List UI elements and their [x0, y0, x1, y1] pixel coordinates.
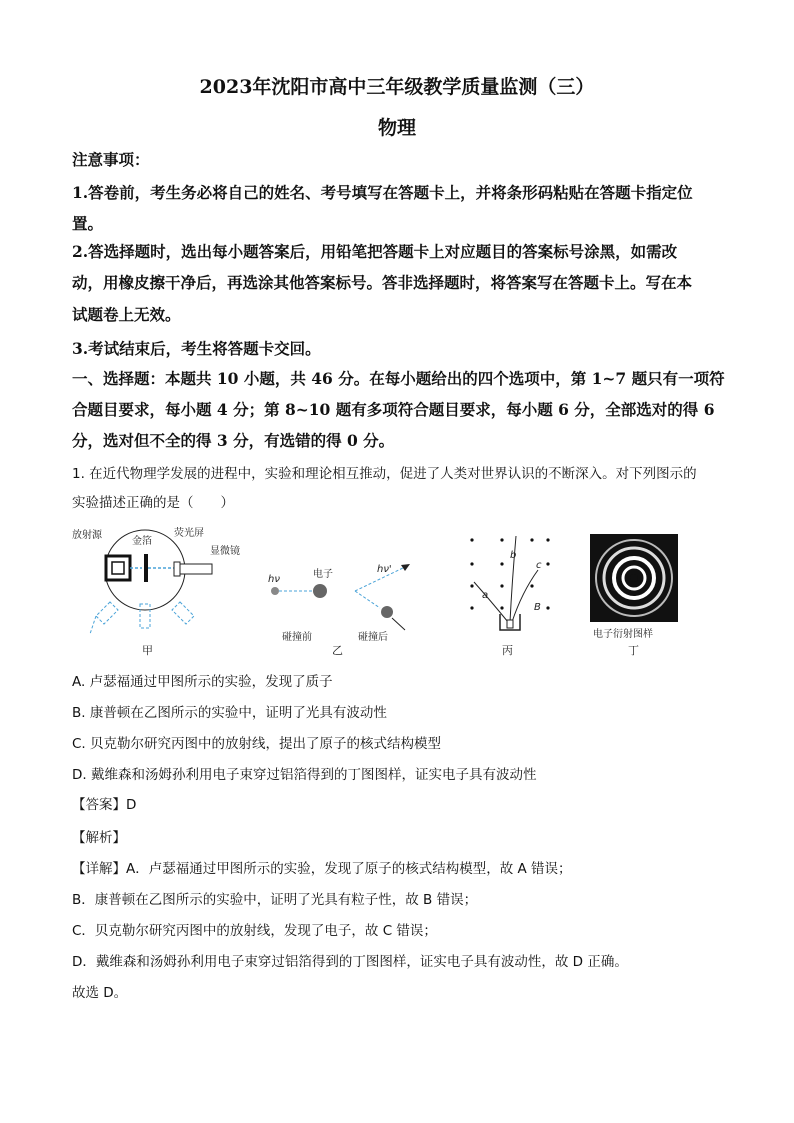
- notice-line: 2.答选择题时，选出每小题答案后，用铅笔把答题卡上对应题目的答案标号涂黑，如需改: [72, 242, 678, 261]
- analysis-line: D．戴维森和汤姆孙利用电子束穿过铝箔得到的丁图图样，证实电子具有波动性，故 D 正确。: [72, 954, 628, 970]
- caption-jia: 甲: [142, 644, 153, 657]
- subject-title: 物理: [377, 117, 416, 139]
- section-instructions: 分，选对但不全的得 3 分，有选错的得 0 分。: [72, 431, 395, 450]
- question-stem: 1. 在近代物理学发展的进程中，实验和理论相互推动，促进了人类对世界认识的不断深入。对下列图示的: [72, 466, 697, 482]
- caption-yi: 乙: [332, 644, 343, 657]
- analysis-heading: 【解析】: [72, 830, 126, 846]
- label-microscope: 显微镜: [210, 546, 240, 557]
- exam-title: 2023年沈阳市高中三年级教学质量监测（三）: [199, 76, 595, 98]
- section-instructions: 合题目要求，每小题 4 分；第 8~10 题有多项符合题目要求，每小题 6 分，全部选对的得 6: [72, 400, 715, 419]
- figure-ding: [590, 534, 678, 657]
- label-electron: 电子: [313, 569, 333, 580]
- option-a: A. 卢瑟福通过甲图所示的实验，发现了质子: [72, 674, 333, 690]
- analysis-line: 故选 D。: [72, 985, 128, 1001]
- label-source: 放射源: [72, 530, 102, 541]
- option-d: D. 戴维森和汤姆孙利用电子束穿过铝箔得到的丁图图样，证实电子具有波动性: [72, 767, 537, 783]
- option-b: B. 康普顿在乙图所示的实验中，证明了光具有波动性: [72, 705, 387, 721]
- section-instructions: 一、选择题：本题共 10 小题，共 46 分。在每小题给出的四个选项中，第 1~7 题只有一项符: [72, 369, 725, 388]
- analysis-line: 【详解】A．卢瑟福通过甲图所示的实验，发现了原子的核式结构模型，故 A 错误；: [72, 861, 572, 877]
- analysis-line: C．贝克勒尔研究丙图中的放射线，发现了电子，故 C 错误；: [72, 923, 437, 939]
- figure-bing: [470, 536, 549, 657]
- label-photon: hν: [268, 574, 280, 585]
- question-stem: 实验描述正确的是（ ）: [72, 495, 234, 511]
- label-field: B: [534, 602, 541, 613]
- notice-line: 3.考试结束后，考生将答题卡交回。: [72, 339, 321, 358]
- question-figures: [70, 522, 710, 662]
- answer: 【答案】D: [72, 797, 137, 813]
- label-before: 碰撞前: [282, 632, 312, 643]
- caption-ding: 丁: [628, 644, 639, 657]
- notice-line: 试题卷上无效。: [72, 305, 181, 324]
- option-c: C. 贝克勒尔研究丙图中的放射线，提出了原子的核式结构模型: [72, 736, 442, 752]
- label-photon-after: hν': [377, 564, 392, 575]
- label-after: 碰撞后: [358, 632, 388, 643]
- label-b: b: [510, 550, 517, 561]
- notice-line: 动，用橡皮擦干净后，再选涂其他答案标号。答非选择题时，将答案写在答题卡上。写在本: [72, 273, 693, 292]
- label-diffraction: 电子衍射图样: [593, 629, 653, 640]
- figure-jia: [72, 526, 240, 657]
- figure-yi: [268, 564, 410, 657]
- label-screen: 荧光屏: [174, 528, 204, 539]
- notice-line: 1.答卷前，考生务必将自己的姓名、考号填写在答题卡上，并将条形码粘贴在答题卡指定位: [72, 183, 693, 202]
- label-a: a: [482, 590, 489, 601]
- notice-line: 置。: [72, 214, 104, 233]
- analysis-line: B．康普顿在乙图所示的实验中，证明了光具有粒子性，故 B 错误；: [72, 892, 478, 908]
- label-c: c: [536, 560, 542, 571]
- caption-bing: 丙: [502, 644, 513, 657]
- notice-heading: 注意事项：: [72, 150, 150, 169]
- label-foil: 金箔: [132, 536, 152, 547]
